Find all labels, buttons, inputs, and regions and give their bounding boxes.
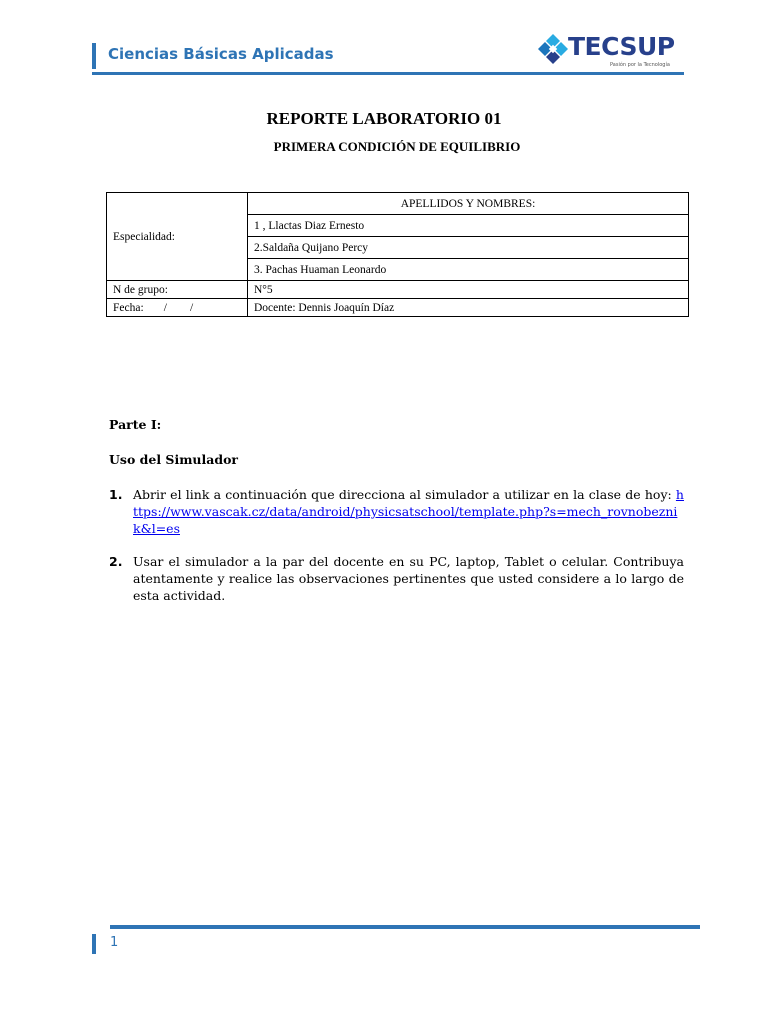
names-header: APELLIDOS Y NOMBRES: [248,193,689,215]
footer-accent-bar [92,934,96,954]
item-number: 2. [109,554,123,569]
item-number: 1. [109,487,123,502]
item-text: Usar el simulador a la par del docente en su PC, laptop, Tablet o celular. Contribuya atentamente y realice las observaciones pertinentes que usted considere a lo largo de esta actividad. [133,554,684,603]
item-text: Abrir el link a continuación que direcciona al simulador a utilizar en la clase de hoy: [133,487,672,502]
logo-mark-icon [536,32,570,66]
student-name-2: 2.Saldaña Quijano Percy [248,237,689,259]
footer-divider [110,925,700,929]
grupo-value: N°5 [248,281,689,299]
especialidad-label: Especialidad: [107,193,248,281]
logo-tagline: Pasión por la Tecnología [610,62,670,68]
grupo-label: N de grupo: [107,281,248,299]
page-number: 1 [110,935,119,950]
logo-wordmark: TECSUP [568,32,675,61]
student-info-table [106,192,689,317]
docente-label: Docente: Dennis Joaquín Díaz [248,299,689,317]
student-name-3: 3. Pachas Huaman Leonardo [248,259,689,281]
part-title: Parte I: [109,417,162,432]
report-subtitle: PRIMERA CONDICIÓN DE EQUILIBRIO [273,139,521,154]
report-title: REPORTE LABORATORIO 01 [266,109,502,128]
list-item [109,553,684,605]
list-item [109,486,684,538]
header-accent-bar [92,43,96,69]
fecha-label: Fecha: / / [107,299,248,317]
simulator-link[interactable]: https://www.vascak.cz/data/android/physicsatschool/template.php?s=mech_rovnobeznik&l=es [133,487,684,536]
student-name-1: 1 , Llactas Diaz Ernesto [248,215,689,237]
tecsup-logo [536,30,686,74]
section-title: Uso del Simulador [109,452,239,467]
header-section-title: Ciencias Básicas Aplicadas [108,45,334,63]
